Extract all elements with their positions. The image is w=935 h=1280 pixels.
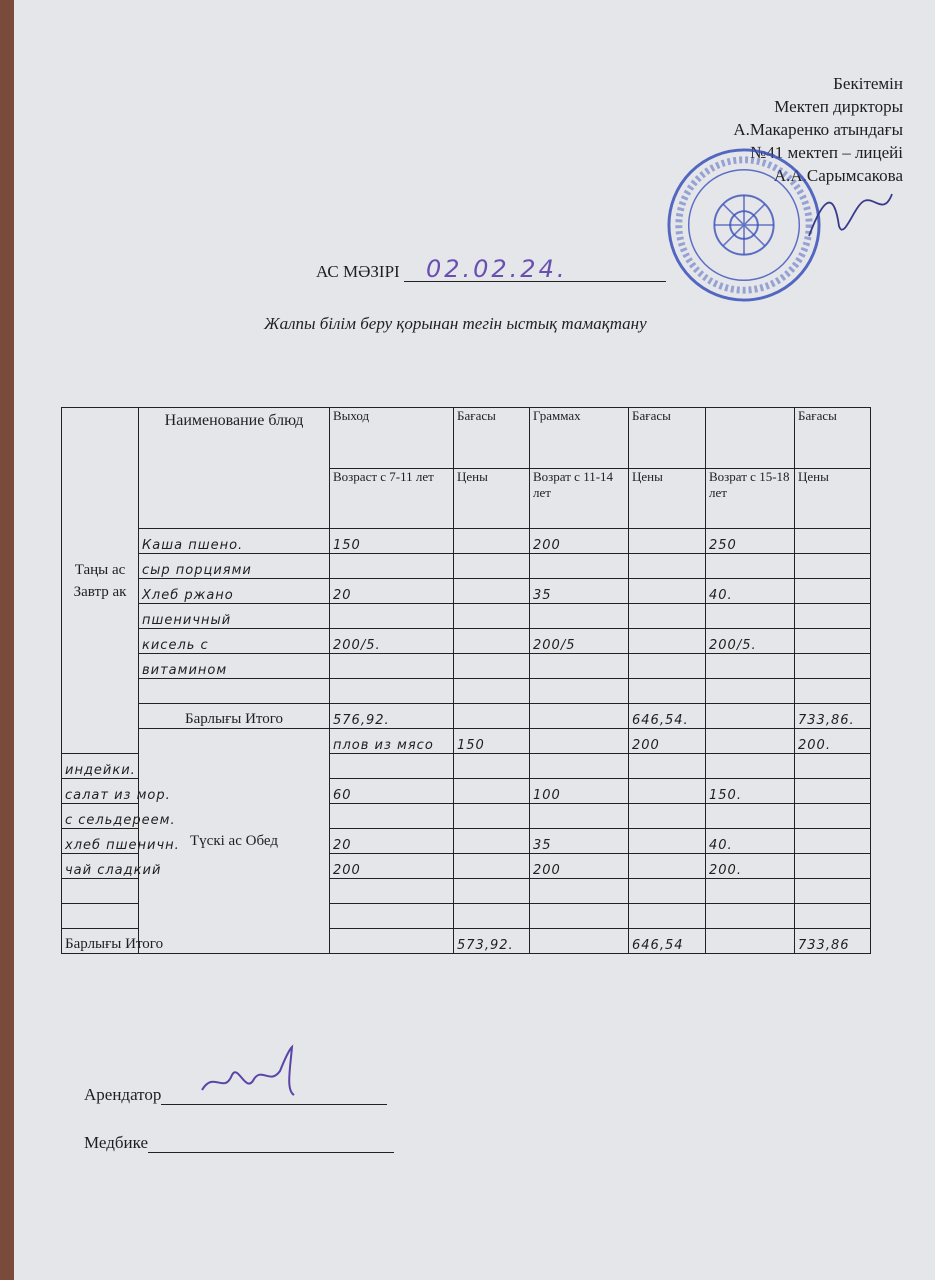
price-cell <box>454 604 530 629</box>
subheader-price: Цены <box>454 469 530 529</box>
table-row <box>62 629 871 654</box>
total-7-11: 573,92. <box>454 929 530 954</box>
weight-11-14 <box>530 679 629 704</box>
weight-11-14 <box>530 804 629 829</box>
price-cell <box>795 879 871 904</box>
weight-7-11 <box>330 554 454 579</box>
price-cell <box>795 529 871 554</box>
dish-name: плов из мясо <box>330 729 454 754</box>
price-cell <box>795 754 871 779</box>
weight-15-18: 40. <box>706 829 795 854</box>
dish-name: витамином <box>139 654 330 679</box>
breakfast-label: Таңы ас Завтр ак <box>62 408 139 754</box>
weight-11-14: 200 <box>530 854 629 879</box>
renter-signature-icon <box>194 1045 314 1107</box>
weight-11-14: 200 <box>530 529 629 554</box>
weight-7-11: 200 <box>330 854 454 879</box>
weight-11-14 <box>530 604 629 629</box>
title-label: АС МӘЗІРІ <box>316 262 400 281</box>
price-cell <box>629 579 706 604</box>
weight-15-18: 200. <box>706 854 795 879</box>
dish-name: с сельдереем. <box>62 804 139 829</box>
header-bagasy: Бағасы <box>454 408 530 469</box>
approval-line: №41 мектеп – лицейі <box>750 143 903 162</box>
weight-7-11 <box>330 679 454 704</box>
header-row <box>62 408 871 469</box>
weight-7-11: 150 <box>330 529 454 554</box>
approval-line: А.А.Сарымсакова <box>773 166 903 185</box>
header-vyhod: Выход <box>330 408 454 469</box>
menu-title <box>316 255 666 283</box>
price-cell <box>629 604 706 629</box>
price-cell <box>629 754 706 779</box>
table-row <box>62 604 871 629</box>
dish-name: пшеничный <box>139 604 330 629</box>
weight-15-18: 200. <box>795 729 871 754</box>
price-cell <box>629 679 706 704</box>
menu-subtitle: Жалпы білім беру қорынан тегін ыстық тамақтану <box>264 314 647 333</box>
weight-7-11: 60 <box>330 779 454 804</box>
weight-15-18 <box>706 679 795 704</box>
weight-7-11: 200/5. <box>330 629 454 654</box>
dish-name: салат из мор. <box>62 779 139 804</box>
weight-7-11 <box>330 804 454 829</box>
weight-15-18 <box>706 804 795 829</box>
price-cell <box>629 879 706 904</box>
subheader-price: Цены <box>795 469 871 529</box>
price-cell <box>795 629 871 654</box>
header-bagasy: Бағасы <box>795 408 871 469</box>
dish-name: Каша пшено. <box>139 529 330 554</box>
price-cell <box>629 904 706 929</box>
approval-line: Мектеп дирктоpы <box>774 97 903 116</box>
header-empty <box>706 408 795 469</box>
price-cell <box>629 829 706 854</box>
weight-11-14 <box>530 904 629 929</box>
total-11-14: 646,54. <box>629 704 706 729</box>
weight-7-11 <box>330 879 454 904</box>
total-label: Барлығы Итого <box>139 704 330 729</box>
weight-7-11 <box>330 904 454 929</box>
price-cell <box>795 854 871 879</box>
weight-7-11: 150 <box>454 729 530 754</box>
table-row <box>62 529 871 554</box>
price-cell <box>795 679 871 704</box>
title-date-line <box>404 255 666 283</box>
weight-11-14: 200/5 <box>530 629 629 654</box>
weight-15-18 <box>706 929 795 954</box>
price-cell <box>454 679 530 704</box>
price-cell <box>795 804 871 829</box>
header-bagasy: Бағасы <box>629 408 706 469</box>
price-cell <box>454 754 530 779</box>
total-11-14: 646,54 <box>629 929 706 954</box>
menu-table <box>61 407 871 954</box>
weight-15-18 <box>706 604 795 629</box>
weight-11-14 <box>530 929 629 954</box>
weight-11-14: 100 <box>530 779 629 804</box>
dish-name: хлеб пшеничн. <box>62 829 139 854</box>
weight-11-14: 35 <box>530 829 629 854</box>
nurse-signature-line <box>148 1136 394 1153</box>
dish-name <box>62 879 139 904</box>
subheader-age: Возраст с 7-11 лет <box>330 469 454 529</box>
approval-line: Бекітемін <box>833 74 903 93</box>
header-grammah: Граммах <box>530 408 629 469</box>
weight-7-11: 20 <box>330 829 454 854</box>
weight-15-18 <box>706 554 795 579</box>
weight-11-14 <box>530 654 629 679</box>
price-cell <box>629 554 706 579</box>
table-row <box>62 579 871 604</box>
weight-7-11 <box>330 654 454 679</box>
price-cell <box>795 654 871 679</box>
price-cell <box>629 854 706 879</box>
price-cell <box>629 779 706 804</box>
lunch-label: Түскі ас Обед <box>139 729 330 954</box>
weight-15-18: 250 <box>706 529 795 554</box>
price-cell <box>629 654 706 679</box>
price-cell <box>795 829 871 854</box>
weight-15-18 <box>706 654 795 679</box>
weight-11-14: 200 <box>629 729 706 754</box>
renter-label: Арендатор <box>84 1085 162 1104</box>
price-cell <box>629 629 706 654</box>
weight-15-18 <box>706 879 795 904</box>
total-row <box>62 704 871 729</box>
weight-11-14 <box>530 704 629 729</box>
weight-11-14 <box>530 554 629 579</box>
weight-15-18 <box>706 904 795 929</box>
price-cell <box>454 804 530 829</box>
total-15-18: 733,86. <box>795 704 871 729</box>
price-cell <box>454 879 530 904</box>
price-cell <box>795 779 871 804</box>
total-label: Барлығы Итого <box>62 929 139 954</box>
price-cell <box>629 804 706 829</box>
school-stamp-icon <box>665 146 823 304</box>
weight-15-18: 150. <box>706 779 795 804</box>
price-cell <box>454 629 530 654</box>
weight-11-14: 35 <box>530 579 629 604</box>
nurse-label: Медбике <box>84 1133 148 1152</box>
dish-name <box>62 904 139 929</box>
subheader-age: Возрат с 15-18 лет <box>706 469 795 529</box>
price-cell <box>795 554 871 579</box>
weight-7-11 <box>330 754 454 779</box>
price-cell <box>454 529 530 554</box>
weight-11-14 <box>530 879 629 904</box>
table-row <box>62 729 871 754</box>
subheader-price: Цены <box>629 469 706 529</box>
price-cell <box>530 729 629 754</box>
subheader-age: Возрат с 11-14 лет <box>530 469 629 529</box>
price-cell <box>706 729 795 754</box>
total-7-11: 576,92. <box>330 704 454 729</box>
header-name: Наименование блюд <box>139 408 330 529</box>
table-row <box>62 679 871 704</box>
approval-line: А.Макаренко атындағы <box>733 120 903 139</box>
price-cell <box>795 579 871 604</box>
weight-7-11 <box>330 929 454 954</box>
price-cell <box>454 579 530 604</box>
price-cell <box>454 554 530 579</box>
dish-name: чай сладкий <box>62 854 139 879</box>
table-row <box>62 554 871 579</box>
weight-15-18: 40. <box>706 579 795 604</box>
table-row <box>62 654 871 679</box>
title-date: 02.02.24. <box>425 255 568 283</box>
director-signature-icon <box>804 186 894 246</box>
weight-15-18 <box>706 704 795 729</box>
nurse-line <box>84 1133 394 1153</box>
weight-11-14 <box>530 754 629 779</box>
dish-name: сыр порциями <box>139 554 330 579</box>
dish-name: Хлеб ржано <box>139 579 330 604</box>
dish-name: кисель с <box>139 629 330 654</box>
price-cell <box>454 654 530 679</box>
price-cell <box>454 829 530 854</box>
weight-15-18: 200/5. <box>706 629 795 654</box>
weight-7-11 <box>330 604 454 629</box>
dish-name: индейки. <box>62 754 139 779</box>
weight-7-11: 20 <box>330 579 454 604</box>
price-cell <box>454 904 530 929</box>
price-cell <box>795 904 871 929</box>
price-cell <box>795 604 871 629</box>
price-cell <box>454 779 530 804</box>
price-cell <box>629 529 706 554</box>
total-15-18: 733,86 <box>795 929 871 954</box>
price-cell <box>454 854 530 879</box>
dish-name <box>139 679 330 704</box>
weight-15-18 <box>706 754 795 779</box>
price-cell <box>454 704 530 729</box>
